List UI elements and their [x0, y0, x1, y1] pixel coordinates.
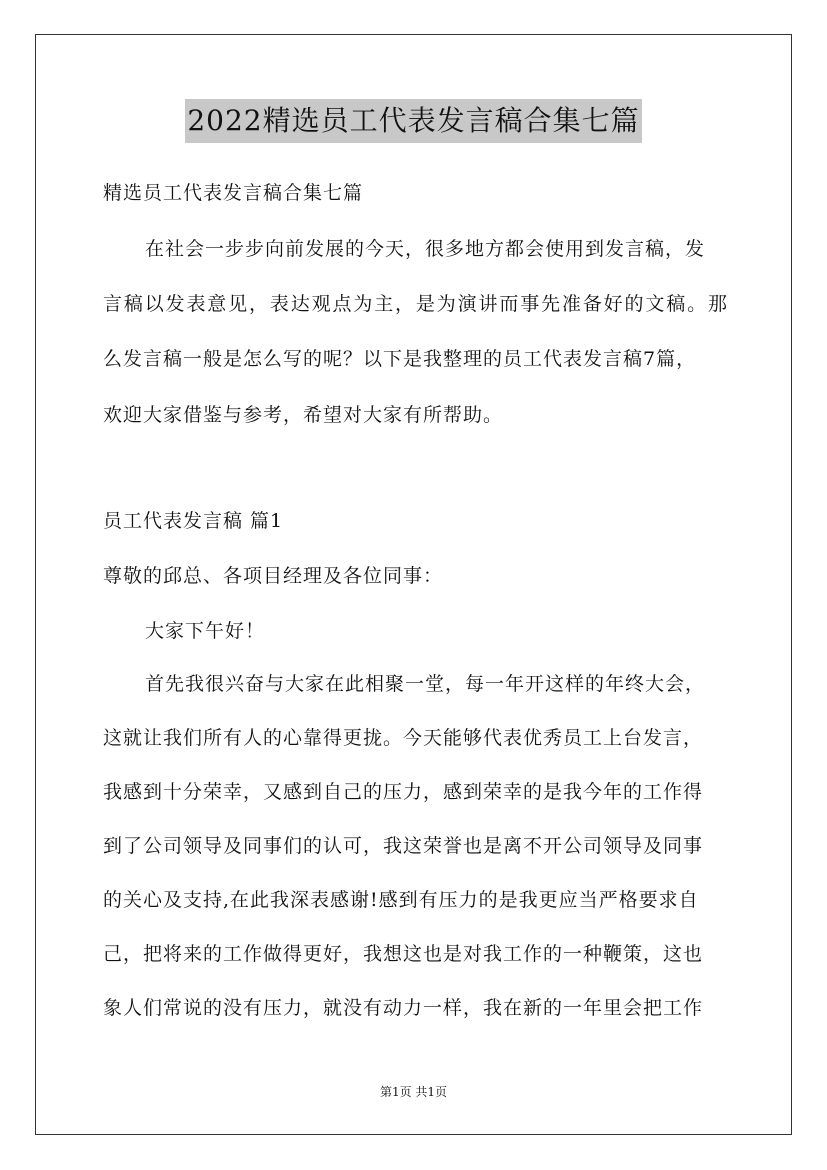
body-line: 这就让我们所有人的心靠得更拢。今天能够代表优秀员工上台发言， — [103, 727, 704, 749]
body-line: 的关心及支持,在此我深表感谢!感到有压力的是我更应当严格要求自 — [103, 889, 699, 911]
document-title: 2022精选员工代表发言稿合集七篇 — [185, 99, 641, 143]
subtitle: 精选员工代表发言稿合集七篇 — [103, 182, 364, 204]
title-container — [0, 99, 827, 143]
body-line: 己，把将来的工作做得更好，我想这也是对我工作的一种鞭策，这也 — [103, 943, 704, 965]
body-line: 到了公司领导及同事们的认可，我这荣誉也是离不开公司领导及同事 — [103, 835, 704, 857]
salutation: 尊敬的邱总、各项目经理及各位同事： — [103, 565, 444, 587]
intro-line: 在社会一步步向前发展的今天，很多地方都会使用到发言稿，发 — [145, 238, 706, 260]
body-line: 首先我很兴奋与大家在此相聚一堂，每一年开这样的年终大会， — [145, 673, 706, 695]
greeting: 大家下午好！ — [145, 620, 266, 642]
section-heading: 员工代表发言稿 篇1 — [103, 510, 284, 532]
intro-line: 言稿以发表意见，表达观点为主，是为演讲而事先准备好的文稿。那 — [103, 293, 728, 315]
page-footer: 第1页 共1页 — [379, 1085, 448, 1099]
body-line: 我感到十分荣幸，又感到自己的压力，感到荣幸的是我今年的工作得 — [103, 781, 704, 803]
intro-line: 么发言稿一般是怎么写的呢？以下是我整理的员工代表发言稿7篇， — [103, 348, 697, 370]
body-line: 象人们常说的没有压力，就没有动力一样，我在新的一年里会把工作 — [103, 997, 704, 1019]
intro-line: 欢迎大家借鉴与参考，希望对大家有所帮助。 — [103, 404, 504, 426]
